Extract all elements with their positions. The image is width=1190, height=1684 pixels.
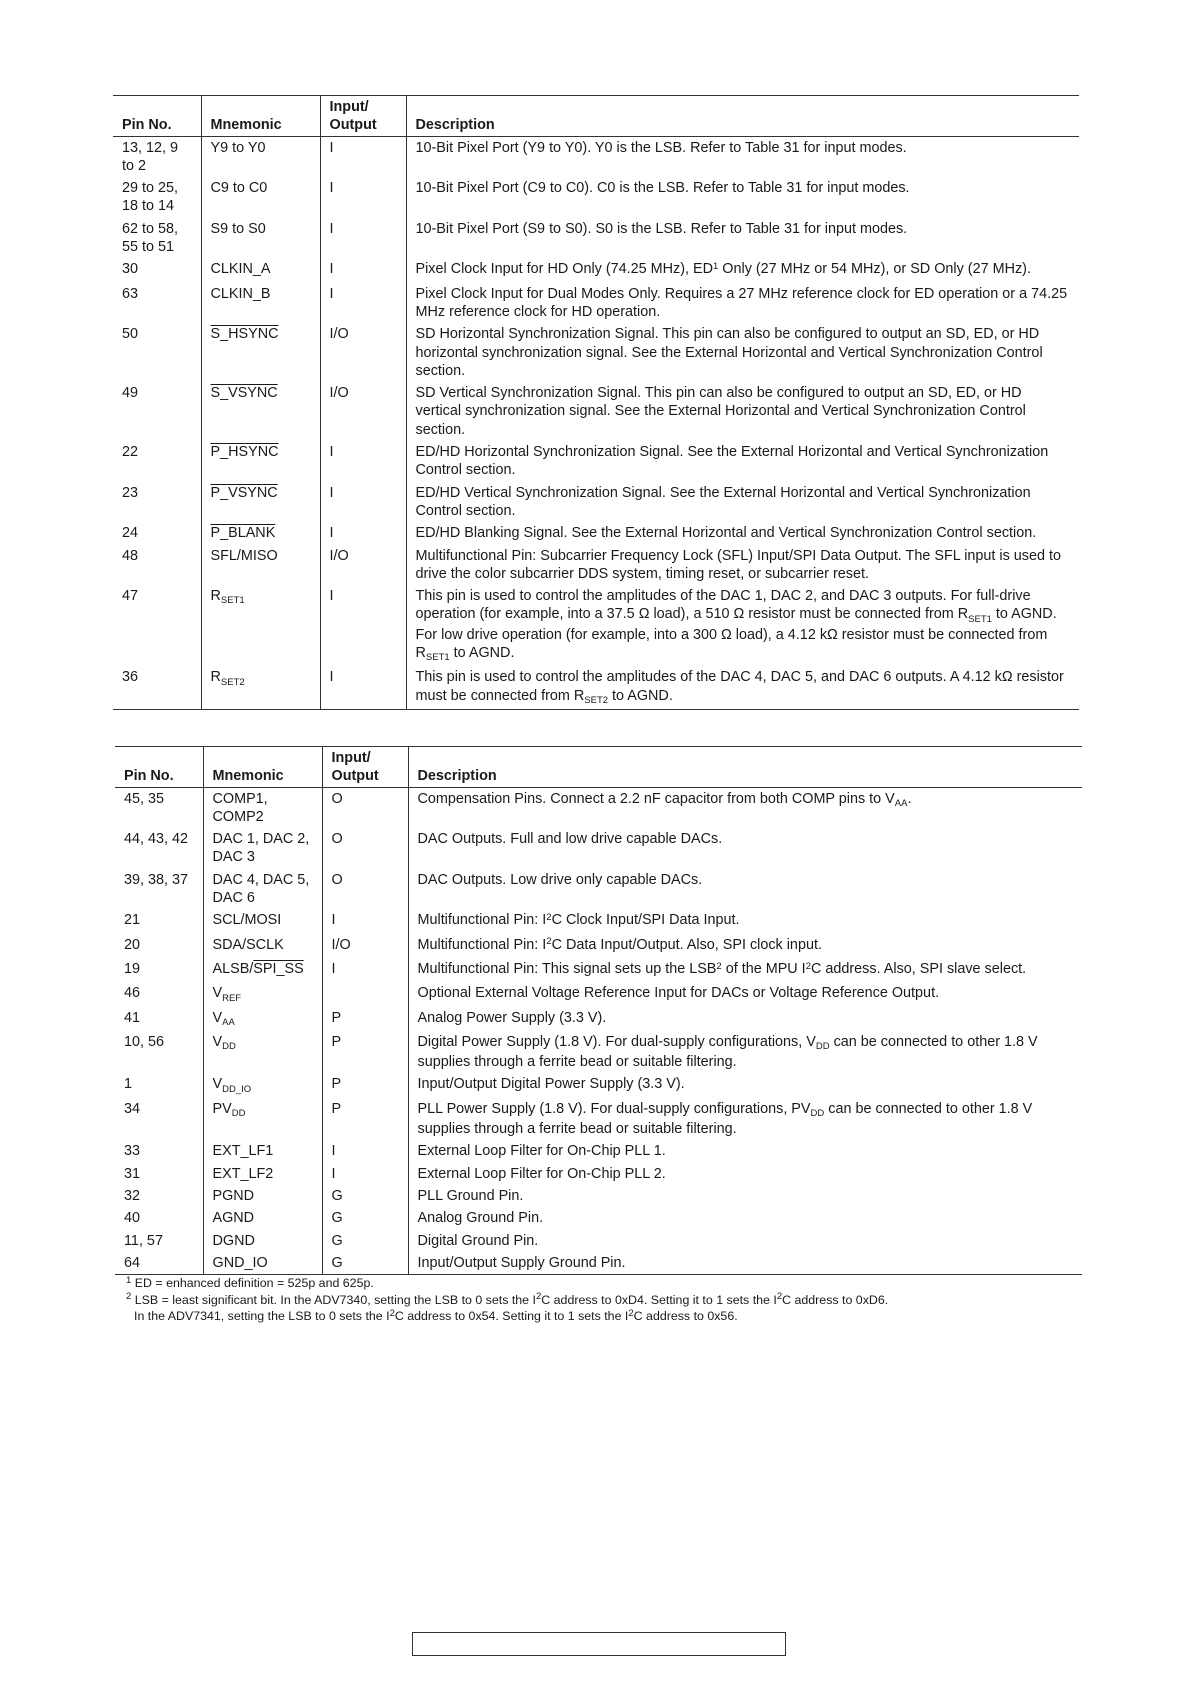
pin-number: 45, 35 — [124, 790, 165, 807]
pin-number: 23 — [122, 484, 139, 501]
io-type: P — [322, 1098, 408, 1141]
table-row — [115, 1207, 1082, 1229]
mnemonic: $V_{DD}$ — [203, 1031, 322, 1074]
mnemonic: SDA/SCLK — [203, 934, 322, 958]
io-type: I/O — [320, 382, 406, 441]
table-row — [115, 1098, 1082, 1141]
pin-number: 44, 43, 42 — [124, 831, 189, 848]
description: ED/HD Horizontal Synchronization Signal. See the External Horizontal and Vertical Synchronization Control section. — [406, 441, 1079, 482]
mnemonic: C9 to C0 — [201, 177, 320, 218]
description: External Loop Filter for On-Chip PLL 2. — [408, 1163, 1082, 1185]
pin-number: 63 — [122, 285, 139, 302]
table-row — [115, 1140, 1082, 1162]
pin-number: 34 — [124, 1100, 141, 1117]
header-mnemonic: Mnemonic — [201, 96, 320, 137]
header-description: Description — [406, 96, 1079, 137]
mnemonic: EXT_LF1 — [203, 1140, 322, 1162]
table-row — [115, 934, 1082, 958]
io-type: I — [320, 482, 406, 523]
pin-number: 32 — [124, 1187, 141, 1204]
mnemonic: DAC 1, DAC 2, DAC 3 — [203, 828, 322, 869]
description: This pin is used to control the amplitudes of the DAC 4, DAC 5, and DAC 6 outputs. A 4.12 kΩ resistor must be connected from $R_{SET2}$ to AGND. — [406, 666, 1079, 709]
pin-number: 29 to 25, 18 to 14 — [122, 180, 179, 215]
description: Multifunctional Pin: $I^2C$ Data Input/Output. Also, SPI clock input. — [408, 934, 1082, 958]
description: Multifunctional Pin: This signal sets up the LSB$^2$ of the MPU $I^2C$ address. Also, SPI slave select. — [408, 958, 1082, 982]
mnemonic: $V_{REF}$ — [203, 982, 322, 1006]
pin-number: 20 — [124, 936, 141, 953]
pin-number: 47 — [122, 588, 139, 605]
description: SD Horizontal Synchronization Signal. This pin can also be configured to output an SD, ED, or HD horizontal synchronization signal. See the External Horizontal and Vertical Synchronization Control section. — [406, 323, 1079, 382]
table-row — [115, 1073, 1082, 1097]
pin-number: 48 — [122, 547, 139, 564]
pin-number: 64 — [115, 1252, 203, 1275]
pin-number: 40 — [124, 1210, 141, 1227]
description: Pixel Clock Input for HD Only (74.25 MHz), $ED^1$ Only (27 MHz or 54 MHz), or SD Only (27 MHz). — [406, 258, 1079, 282]
pin-number: 1 — [124, 1076, 133, 1093]
mnemonic: SCL/MOSI — [203, 909, 322, 933]
description: 10-Bit Pixel Port (C9 to C0). C0 is the LSB. Refer to Table 31 for input modes. — [406, 177, 1079, 218]
table-row — [113, 382, 1079, 441]
mnemonic: P_VSYNC — [201, 482, 320, 523]
table-row — [115, 869, 1082, 910]
mnemonic: PGND — [203, 1185, 322, 1207]
pin-number: 10, 56 — [124, 1033, 165, 1050]
description: Pixel Clock Input for Dual Modes Only. Requires a 27 MHz reference clock for ED operation or a 74.25 MHz reference clock for HD operation. — [406, 283, 1079, 324]
description: 10-Bit Pixel Port (Y9 to Y0). Y0 is the LSB. Refer to Table 31 for input modes. — [406, 136, 1079, 177]
io-type: I — [320, 666, 406, 709]
header-mnemonic: Mnemonic — [203, 747, 322, 788]
footnote-ref: 1 — [713, 261, 719, 273]
table-row — [113, 482, 1079, 523]
description: Compensation Pins. Connect a 2.2 nF capacitor from both COMP pins to $V_{AA}$. — [408, 787, 1082, 828]
description: ED/HD Vertical Synchronization Signal. See the External Horizontal and Vertical Synchronization Control section. — [406, 482, 1079, 523]
pin-number: 13, 12, 9 to 2 — [122, 139, 179, 174]
description: Analog Ground Pin. — [408, 1207, 1082, 1229]
io-type: I — [320, 258, 406, 282]
io-type: G — [322, 1252, 408, 1275]
table-row — [115, 1252, 1082, 1275]
mnemonic: $R_{SET1}$ — [201, 585, 320, 666]
pin-table-1 — [113, 95, 1079, 710]
description: Input/Output Digital Power Supply (3.3 V). — [408, 1073, 1082, 1097]
table-row — [113, 522, 1079, 544]
io-type: I — [320, 283, 406, 324]
header-description: Description — [408, 747, 1082, 788]
mnemonic: P_BLANK — [201, 522, 320, 544]
table-header-row — [115, 747, 1082, 788]
description: Multifunctional Pin: Subcarrier Frequency Lock (SFL) Input/SPI Data Output. The SFL input is used to drive the color subcarrier DDS system, timing reset, or subcarrier reset. — [406, 545, 1079, 586]
table-row — [115, 1007, 1082, 1031]
pin-number: 19 — [124, 960, 141, 977]
mnemonic: GND_IO — [203, 1252, 322, 1275]
io-type: I — [320, 218, 406, 259]
io-type: I — [320, 177, 406, 218]
mnemonic: $V_{DD\_IO}$ — [203, 1073, 322, 1097]
io-type: G — [322, 1185, 408, 1207]
pin-table-2 — [115, 746, 1082, 1275]
pin-number: 39, 38, 37 — [124, 871, 189, 888]
description: Analog Power Supply (3.3 V). — [408, 1007, 1082, 1031]
io-type: G — [322, 1230, 408, 1252]
description: PLL Power Supply (1.8 V). For dual-supply configurations, $PV_{DD}$ can be connected to other 1.8 V supplies through a ferrite bead or suitable filtering. — [408, 1098, 1082, 1141]
description: Input/Output Supply Ground Pin. — [408, 1252, 1082, 1275]
pin-number: 11, 57 — [124, 1232, 163, 1249]
table-row — [113, 323, 1079, 382]
footnotes — [126, 1276, 1086, 1326]
mnemonic: P_HSYNC — [201, 441, 320, 482]
io-type — [322, 982, 408, 1006]
pin-number: 24 — [122, 525, 139, 542]
mnemonic: DAC 4, DAC 5, DAC 6 — [203, 869, 322, 910]
io-type: O — [322, 869, 408, 910]
footnote-2: $^2$ LSB = least significant bit. In the ADV7340, setting the LSB to 0 sets the $I^2C$ address to 0xD4. Setting it to 1 sets the $I^2C$ address to 0xD6. — [126, 1291, 889, 1307]
mnemonic: $R_{SET2}$ — [201, 666, 320, 709]
description: 10-Bit Pixel Port (S9 to S0). S0 is the LSB. Refer to Table 31 for input modes. — [406, 218, 1079, 259]
table-row — [115, 828, 1082, 869]
description: This pin is used to control the amplitudes of the DAC 1, DAC 2, and DAC 3 outputs. For full-drive operation (for example, into a 37.5 Ω load), a 510 Ω resistor must be connected from $R_{SET1}$ to AGND. For low drive operation (for example, into a 300 Ω load), a 4.12 kΩ resistor must be connected from $R_{SET1}$ to AGND. — [406, 585, 1079, 666]
pin-number: 50 — [122, 326, 139, 343]
description: SD Vertical Synchronization Signal. This pin can also be configured to output an SD, ED, or HD vertical synchronization signal. See the External Horizontal and Vertical Synchronization Control section. — [406, 382, 1079, 441]
io-type: O — [322, 828, 408, 869]
description: Digital Power Supply (1.8 V). For dual-supply configurations, $V_{DD}$ can be connected to other 1.8 V supplies through a ferrite bead or suitable filtering. — [408, 1031, 1082, 1074]
io-type: I — [320, 585, 406, 666]
mnemonic: ALSB/SPI_SS — [203, 958, 322, 982]
io-type: I — [320, 441, 406, 482]
pin-number: 62 to 58, 55 to 51 — [122, 220, 179, 256]
pin-number: 36 — [113, 666, 201, 709]
table-row — [113, 585, 1079, 666]
table-row — [115, 1031, 1082, 1074]
table-header-row — [113, 96, 1079, 137]
table-row — [115, 958, 1082, 982]
footnote-1: $^1$ ED = enhanced definition = 525p and 625p. — [126, 1274, 374, 1290]
mnemonic: CLKIN_A — [201, 258, 320, 282]
mnemonic: COMP1, COMP2 — [203, 787, 322, 828]
table-row — [115, 1163, 1082, 1185]
description: Digital Ground Pin. — [408, 1230, 1082, 1252]
mnemonic: S9 to S0 — [201, 218, 320, 259]
table-row — [113, 218, 1079, 259]
header-input-output: Input/ Output — [320, 96, 406, 137]
mnemonic: AGND — [203, 1207, 322, 1229]
pin-number: 30 — [122, 261, 139, 278]
pin-number: 49 — [122, 385, 139, 402]
io-type: P — [322, 1031, 408, 1074]
table-row — [115, 787, 1082, 828]
table-row — [115, 1230, 1082, 1252]
io-type: I — [320, 522, 406, 544]
header-pin-no: Pin No. — [113, 96, 201, 137]
description: ED/HD Blanking Signal. See the External Horizontal and Vertical Synchronization Control section. — [406, 522, 1079, 544]
mnemonic: $V_{AA}$ — [203, 1007, 322, 1031]
io-type: I — [322, 1140, 408, 1162]
page-footer-box — [412, 1632, 786, 1656]
footnote-2-continued: In the ADV7341, setting the LSB to 0 sets the $I^2C$ address to 0x54. Setting it to 1 sets the $I^2C$ address to 0x56. — [134, 1307, 738, 1324]
mnemonic: S_VSYNC — [201, 382, 320, 441]
table-row — [113, 666, 1079, 709]
pin-number: 33 — [124, 1143, 141, 1160]
mnemonic: EXT_LF2 — [203, 1163, 322, 1185]
pin-number: 46 — [124, 985, 141, 1002]
io-type: G — [322, 1207, 408, 1229]
description: PLL Ground Pin. — [408, 1185, 1082, 1207]
io-type: I/O — [322, 934, 408, 958]
mnemonic: Y9 to Y0 — [201, 136, 320, 177]
mnemonic: CLKIN_B — [201, 283, 320, 324]
header-input-output: Input/ Output — [322, 747, 408, 788]
description: Multifunctional Pin: $I^2C$ Clock Input/SPI Data Input. — [408, 909, 1082, 933]
table-row — [113, 441, 1079, 482]
io-type: P — [322, 1073, 408, 1097]
table-row — [115, 982, 1082, 1006]
description: External Loop Filter for On-Chip PLL 1. — [408, 1140, 1082, 1162]
mnemonic: $PV_{DD}$ — [203, 1098, 322, 1141]
description: DAC Outputs. Full and low drive capable DACs. — [408, 828, 1082, 869]
mnemonic: DGND — [203, 1230, 322, 1252]
pin-number: 21 — [124, 912, 141, 929]
io-type: I — [320, 136, 406, 177]
io-type: I — [322, 909, 408, 933]
pin-number: 22 — [122, 444, 139, 461]
io-type: I/O — [320, 323, 406, 382]
description: Optional External Voltage Reference Input for DACs or Voltage Reference Output. — [408, 982, 1082, 1006]
description: DAC Outputs. Low drive only capable DACs. — [408, 869, 1082, 910]
table-row — [113, 136, 1079, 177]
table-row — [113, 283, 1079, 324]
table-row — [113, 258, 1079, 282]
mnemonic: SFL/MISO — [201, 545, 320, 586]
pin-number: 41 — [124, 1009, 141, 1026]
table-row — [113, 545, 1079, 586]
table-row — [115, 909, 1082, 933]
header-pin-no: Pin No. — [115, 747, 203, 788]
table-row — [115, 1185, 1082, 1207]
io-type: O — [322, 787, 408, 828]
io-type: I — [322, 1163, 408, 1185]
table-row — [113, 177, 1079, 218]
io-type: I — [322, 958, 408, 982]
io-type: P — [322, 1007, 408, 1031]
io-type: I/O — [320, 545, 406, 586]
pin-number: 31 — [124, 1165, 141, 1182]
mnemonic: S_HSYNC — [201, 323, 320, 382]
